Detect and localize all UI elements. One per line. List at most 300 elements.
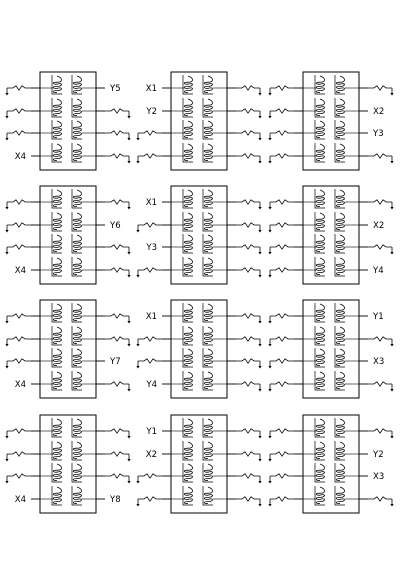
coil-left-icon — [53, 235, 61, 252]
coil-right-icon — [204, 464, 212, 481]
resistor-right-icon — [236, 154, 262, 164]
coil-right-icon — [73, 419, 81, 436]
resistor-left-icon — [136, 497, 162, 507]
resistor-right-icon — [236, 200, 262, 210]
coil-right-icon — [73, 99, 81, 116]
coil-right-icon — [204, 258, 212, 275]
resistor-zigzag — [236, 314, 260, 318]
resistor-right-icon — [236, 109, 262, 119]
ground-arrow — [390, 389, 393, 392]
coil-module — [268, 72, 393, 170]
pin-label-right: Y6 — [110, 221, 121, 231]
resistor-zigzag — [270, 382, 294, 386]
resistor-zigzag — [236, 109, 260, 113]
resistor-right-icon — [368, 154, 394, 164]
coil-right-icon — [336, 121, 344, 138]
coil-left-icon — [53, 121, 61, 138]
pin-label-left: X4 — [14, 266, 26, 276]
resistor-left-icon — [136, 131, 162, 141]
module-body — [303, 186, 359, 284]
resistor-right-icon — [105, 337, 131, 347]
resistor-zigzag — [105, 337, 129, 341]
coil-left-icon — [184, 487, 192, 504]
ground-arrow — [127, 459, 130, 462]
resistor-left-icon — [136, 223, 162, 233]
ground-arrow — [268, 93, 271, 96]
resistor-right-icon — [105, 109, 131, 119]
resistor-zigzag — [105, 268, 129, 272]
resistor-zigzag — [270, 497, 294, 501]
resistor-zigzag — [7, 314, 31, 318]
pin-label-right: Y8 — [110, 495, 121, 505]
coil-left-icon — [316, 144, 324, 161]
pin-label-left: X1 — [145, 198, 157, 208]
ground-arrow — [258, 275, 261, 278]
resistor-zigzag — [368, 497, 392, 501]
ground-arrow — [268, 366, 271, 369]
resistor-zigzag — [270, 200, 294, 204]
coil-left-icon — [53, 144, 61, 161]
resistor-zigzag — [270, 131, 294, 135]
resistor-right-icon — [236, 382, 262, 392]
coil-left-icon — [316, 349, 324, 366]
resistor-zigzag — [368, 382, 392, 386]
coil-right-icon — [204, 144, 212, 161]
resistor-right-icon — [105, 452, 131, 462]
coil-right-icon — [73, 76, 81, 93]
resistor-zigzag — [138, 474, 162, 478]
ground-arrow — [136, 481, 139, 484]
ground-arrow — [390, 504, 393, 507]
coil-right-icon — [336, 258, 344, 275]
ground-arrow — [127, 275, 130, 278]
coil-left-icon — [184, 213, 192, 230]
coil-right-icon — [204, 76, 212, 93]
resistor-zigzag — [7, 223, 31, 227]
resistor-zigzag — [105, 452, 129, 456]
resistor-left-icon — [5, 314, 31, 324]
coil-right-icon — [336, 372, 344, 389]
coil-module — [136, 300, 261, 398]
coil-left-icon — [316, 235, 324, 252]
ground-arrow — [268, 207, 271, 210]
resistor-zigzag — [270, 314, 294, 318]
coil-left-icon — [184, 372, 192, 389]
pin-label-left: X2 — [145, 450, 157, 460]
coil-right-icon — [73, 304, 81, 321]
resistor-zigzag — [236, 359, 260, 363]
coil-module — [268, 415, 393, 513]
resistor-left-icon — [268, 359, 294, 369]
resistor-left-icon — [5, 131, 31, 141]
ground-arrow — [5, 459, 8, 462]
coil-right-icon — [73, 442, 81, 459]
ground-arrow — [258, 138, 261, 141]
resistor-right-icon — [368, 200, 394, 210]
resistor-zigzag — [138, 223, 162, 227]
resistor-left-icon — [5, 429, 31, 439]
coil-left-icon — [184, 349, 192, 366]
resistor-zigzag — [236, 452, 260, 456]
resistor-zigzag — [7, 86, 31, 90]
ground-arrow — [268, 436, 271, 439]
resistor-left-icon — [136, 268, 162, 278]
resistor-right-icon — [368, 245, 394, 255]
resistor-right-icon — [236, 452, 262, 462]
coil-left-icon — [53, 99, 61, 116]
resistor-right-icon — [368, 382, 394, 392]
coil-left-icon — [184, 442, 192, 459]
ground-arrow — [5, 230, 8, 233]
resistor-zigzag — [236, 268, 260, 272]
resistor-left-icon — [136, 337, 162, 347]
resistor-left-icon — [136, 474, 162, 484]
resistor-zigzag — [270, 245, 294, 249]
ground-arrow — [127, 138, 130, 141]
resistor-left-icon — [268, 474, 294, 484]
ground-arrow — [258, 504, 261, 507]
ground-arrow — [268, 230, 271, 233]
ground-arrow — [136, 504, 139, 507]
ground-arrow — [136, 230, 139, 233]
resistor-zigzag — [105, 200, 129, 204]
resistor-left-icon — [268, 314, 294, 324]
resistor-left-icon — [136, 154, 162, 164]
coil-module — [136, 186, 261, 284]
coil-right-icon — [336, 442, 344, 459]
ground-arrow — [268, 459, 271, 462]
resistor-zigzag — [270, 86, 294, 90]
ground-arrow — [127, 252, 130, 255]
ground-arrow — [258, 321, 261, 324]
coil-right-icon — [73, 349, 81, 366]
ground-arrow — [268, 389, 271, 392]
resistor-right-icon — [236, 268, 262, 278]
resistor-left-icon — [268, 497, 294, 507]
coil-left-icon — [316, 121, 324, 138]
resistor-zigzag — [138, 337, 162, 341]
ground-arrow — [258, 366, 261, 369]
resistor-zigzag — [105, 109, 129, 113]
resistor-right-icon — [236, 223, 262, 233]
ground-arrow — [127, 389, 130, 392]
resistor-zigzag — [105, 154, 129, 158]
resistor-zigzag — [270, 429, 294, 433]
coil-left-icon — [184, 190, 192, 207]
resistor-left-icon — [268, 86, 294, 96]
coil-left-icon — [53, 487, 61, 504]
coil-right-icon — [336, 76, 344, 93]
coil-left-icon — [316, 442, 324, 459]
ground-arrow — [5, 116, 8, 119]
resistor-right-icon — [105, 429, 131, 439]
resistor-zigzag — [7, 131, 31, 135]
coil-left-icon — [53, 304, 61, 321]
coil-right-icon — [204, 213, 212, 230]
resistor-zigzag — [7, 245, 31, 249]
resistor-zigzag — [7, 200, 31, 204]
coil-right-icon — [336, 419, 344, 436]
coil-left-icon — [184, 121, 192, 138]
ground-arrow — [258, 252, 261, 255]
ground-arrow — [258, 161, 261, 164]
coil-left-icon — [316, 419, 324, 436]
coil-right-icon — [336, 235, 344, 252]
resistor-right-icon — [236, 429, 262, 439]
ground-arrow — [390, 93, 393, 96]
ground-arrow — [258, 116, 261, 119]
coil-left-icon — [184, 304, 192, 321]
ground-arrow — [136, 344, 139, 347]
coil-left-icon — [53, 419, 61, 436]
resistor-left-icon — [268, 200, 294, 210]
ground-arrow — [5, 93, 8, 96]
pin-label-right: Y5 — [110, 84, 121, 94]
coil-left-icon — [53, 190, 61, 207]
resistor-zigzag — [7, 429, 31, 433]
coil-right-icon — [73, 464, 81, 481]
resistor-right-icon — [368, 86, 394, 96]
pin-label-right: Y3 — [373, 129, 384, 139]
ground-arrow — [390, 344, 393, 347]
coil-right-icon — [204, 487, 212, 504]
resistor-zigzag — [138, 268, 162, 272]
coil-module — [5, 300, 130, 398]
pin-label-right: Y7 — [110, 357, 121, 367]
ground-arrow — [390, 207, 393, 210]
coil-left-icon — [184, 235, 192, 252]
coil-left-icon — [316, 99, 324, 116]
coil-left-icon — [53, 349, 61, 366]
resistor-left-icon — [5, 474, 31, 484]
resistor-zigzag — [138, 359, 162, 363]
ground-arrow — [136, 275, 139, 278]
resistor-left-icon — [5, 359, 31, 369]
resistor-zigzag — [270, 223, 294, 227]
pin-label-left: Y2 — [146, 107, 157, 117]
ground-arrow — [5, 436, 8, 439]
pin-label-left: Y3 — [146, 243, 157, 253]
ground-arrow — [268, 504, 271, 507]
resistor-zigzag — [270, 359, 294, 363]
module-body — [303, 300, 359, 398]
resistor-zigzag — [7, 337, 31, 341]
coil-right-icon — [204, 442, 212, 459]
resistor-zigzag — [270, 109, 294, 113]
pin-label-right: X3 — [373, 472, 385, 482]
coil-left-icon — [53, 464, 61, 481]
resistor-right-icon — [105, 382, 131, 392]
resistor-zigzag — [7, 474, 31, 478]
ground-arrow — [268, 138, 271, 141]
coil-right-icon — [204, 419, 212, 436]
coil-left-icon — [184, 144, 192, 161]
pin-label-left: X1 — [145, 312, 157, 322]
resistor-zigzag — [270, 154, 294, 158]
resistor-left-icon — [5, 337, 31, 347]
coil-right-icon — [73, 190, 81, 207]
module-body — [171, 186, 227, 284]
coil-right-icon — [204, 99, 212, 116]
resistor-left-icon — [268, 452, 294, 462]
coil-left-icon — [316, 487, 324, 504]
coil-left-icon — [184, 258, 192, 275]
ground-arrow — [127, 344, 130, 347]
coil-right-icon — [204, 190, 212, 207]
pin-label-left: Y4 — [146, 380, 157, 390]
coil-right-icon — [204, 304, 212, 321]
resistor-zigzag — [236, 131, 260, 135]
ground-arrow — [127, 161, 130, 164]
ground-arrow — [127, 116, 130, 119]
resistor-left-icon — [5, 109, 31, 119]
resistor-zigzag — [368, 86, 392, 90]
resistor-left-icon — [5, 86, 31, 96]
resistor-zigzag — [270, 268, 294, 272]
resistor-zigzag — [368, 245, 392, 249]
resistor-zigzag — [105, 429, 129, 433]
coil-right-icon — [336, 487, 344, 504]
resistor-right-icon — [105, 474, 131, 484]
resistor-zigzag — [105, 382, 129, 386]
resistor-left-icon — [5, 223, 31, 233]
coil-left-icon — [53, 76, 61, 93]
ground-arrow — [390, 161, 393, 164]
pin-label-left: X1 — [145, 84, 157, 94]
resistor-left-icon — [268, 223, 294, 233]
coil-right-icon — [336, 464, 344, 481]
coil-right-icon — [336, 213, 344, 230]
coil-right-icon — [204, 372, 212, 389]
ground-arrow — [5, 138, 8, 141]
resistor-right-icon — [105, 268, 131, 278]
resistor-zigzag — [236, 337, 260, 341]
coil-right-icon — [336, 144, 344, 161]
coil-right-icon — [73, 258, 81, 275]
resistor-left-icon — [5, 452, 31, 462]
resistor-zigzag — [236, 382, 260, 386]
coil-right-icon — [73, 487, 81, 504]
resistor-zigzag — [368, 337, 392, 341]
pin-label-right: X2 — [373, 221, 385, 231]
module-body — [171, 72, 227, 170]
coil-right-icon — [336, 190, 344, 207]
coil-left-icon — [184, 419, 192, 436]
coil-left-icon — [316, 190, 324, 207]
resistor-right-icon — [105, 245, 131, 255]
pin-label-right: X2 — [373, 107, 385, 117]
resistor-right-icon — [236, 474, 262, 484]
resistor-zigzag — [236, 86, 260, 90]
pin-label-right: X3 — [373, 357, 385, 367]
resistor-left-icon — [268, 382, 294, 392]
coil-module — [5, 415, 130, 513]
coil-right-icon — [336, 349, 344, 366]
resistor-left-icon — [268, 268, 294, 278]
resistor-zigzag — [236, 474, 260, 478]
resistor-zigzag — [7, 109, 31, 113]
coil-right-icon — [73, 372, 81, 389]
resistor-left-icon — [268, 337, 294, 347]
ground-arrow — [268, 481, 271, 484]
resistor-zigzag — [138, 154, 162, 158]
ground-arrow — [258, 389, 261, 392]
ground-arrow — [268, 116, 271, 119]
resistor-zigzag — [7, 359, 31, 363]
coil-right-icon — [73, 213, 81, 230]
module-body — [40, 300, 96, 398]
resistor-zigzag — [105, 474, 129, 478]
resistor-left-icon — [136, 359, 162, 369]
ground-arrow — [5, 207, 8, 210]
resistor-right-icon — [368, 429, 394, 439]
ground-arrow — [127, 321, 130, 324]
ground-arrow — [268, 252, 271, 255]
coil-right-icon — [336, 327, 344, 344]
pin-label-left: X4 — [14, 152, 26, 162]
coil-left-icon — [184, 327, 192, 344]
coil-left-icon — [184, 99, 192, 116]
ground-arrow — [268, 321, 271, 324]
module-body — [40, 72, 96, 170]
ground-arrow — [258, 93, 261, 96]
coil-left-icon — [316, 76, 324, 93]
ground-arrow — [258, 436, 261, 439]
resistor-right-icon — [368, 337, 394, 347]
ground-arrow — [5, 252, 8, 255]
ground-arrow — [136, 366, 139, 369]
coil-left-icon — [53, 442, 61, 459]
coil-left-icon — [316, 258, 324, 275]
coil-left-icon — [316, 327, 324, 344]
pin-label-left: X4 — [14, 380, 26, 390]
resistor-left-icon — [268, 154, 294, 164]
coil-module — [136, 415, 261, 513]
ground-arrow — [390, 436, 393, 439]
coil-module — [5, 72, 130, 170]
pin-label-right: Y1 — [373, 312, 384, 322]
coil-left-icon — [316, 304, 324, 321]
pin-label-left: Y1 — [146, 427, 157, 437]
ground-arrow — [268, 275, 271, 278]
ground-arrow — [127, 436, 130, 439]
resistor-zigzag — [236, 223, 260, 227]
module-body — [171, 415, 227, 513]
resistor-zigzag — [236, 429, 260, 433]
ground-arrow — [258, 207, 261, 210]
coil-right-icon — [336, 304, 344, 321]
coil-right-icon — [73, 327, 81, 344]
resistor-left-icon — [268, 429, 294, 439]
resistor-left-icon — [5, 200, 31, 210]
coil-right-icon — [73, 144, 81, 161]
resistor-right-icon — [105, 314, 131, 324]
coil-module — [268, 186, 393, 284]
resistor-zigzag — [105, 245, 129, 249]
resistor-zigzag — [236, 245, 260, 249]
resistor-zigzag — [368, 154, 392, 158]
ground-arrow — [5, 366, 8, 369]
coil-left-icon — [53, 372, 61, 389]
coil-right-icon — [73, 121, 81, 138]
coil-left-icon — [316, 464, 324, 481]
coil-right-icon — [204, 349, 212, 366]
resistor-right-icon — [236, 497, 262, 507]
ground-arrow — [390, 252, 393, 255]
resistor-right-icon — [236, 86, 262, 96]
resistor-right-icon — [236, 245, 262, 255]
coil-module — [136, 72, 261, 170]
